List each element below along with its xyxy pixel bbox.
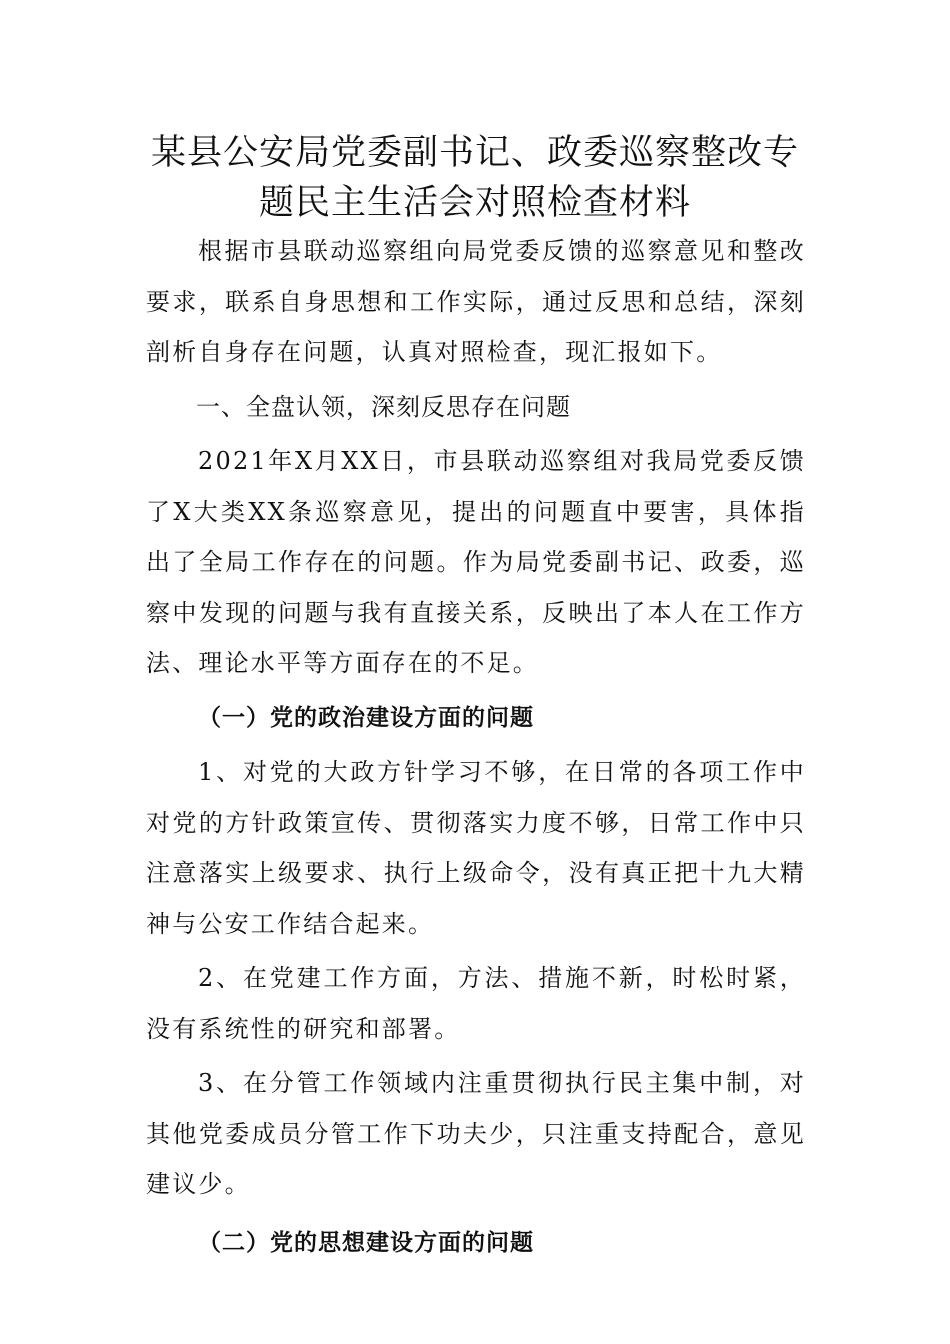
list-item: 2、在党建工作方面，方法、措施不新，时松时紧，没有系统性的研究和部署。: [146, 964, 806, 1043]
subsection-1-heading: （一）党的政治建设方面的问题: [198, 704, 534, 731]
list-item: 1、对党的大政方针学习不够，在日常的各项工作中对党的方针政策宣传、贯彻落实力度不够，日常工作中只注意落实上级要求、执行上级命令，没有真正把十九大精神与公安工作结合起来。: [146, 758, 806, 938]
section-1-heading: 一、全盘认领，深刻反思存在问题: [196, 392, 571, 421]
section-1-paragraph: 2021年X月XX日，市县联动巡察组对我局党委反馈了X大类XX条巡察意见，提出的问题直中要害，具体指出了全局工作存在的问题。作为局党委副书记、政委，巡察中发现的问题与我有直接关系，反映出了本人在工作方法、理论水平等方面存在的不足。: [146, 447, 806, 677]
subsection-2-heading: （二）党的思想建设方面的问题: [198, 1229, 534, 1256]
title-line-2: 题民主生活会对照检查材料: [258, 183, 691, 223]
document-body: [146, 226, 806, 1268]
list-item: 3、在分管工作领域内注重贯彻执行民主集中制，对其他党委成员分管工作下功夫少，只注重支持配合，意见建议少。: [146, 1069, 806, 1198]
intro-paragraph: 根据市县联动巡察组向局党委反馈的巡察意见和整改要求，联系自身思想和工作实际，通过反思和总结，深刻剖析自身存在问题，认真对照检查，现汇报如下。: [146, 237, 806, 366]
title-line-1: 某县公安局党委副书记、政委巡察整改专: [150, 133, 799, 173]
document-title: [130, 128, 820, 228]
